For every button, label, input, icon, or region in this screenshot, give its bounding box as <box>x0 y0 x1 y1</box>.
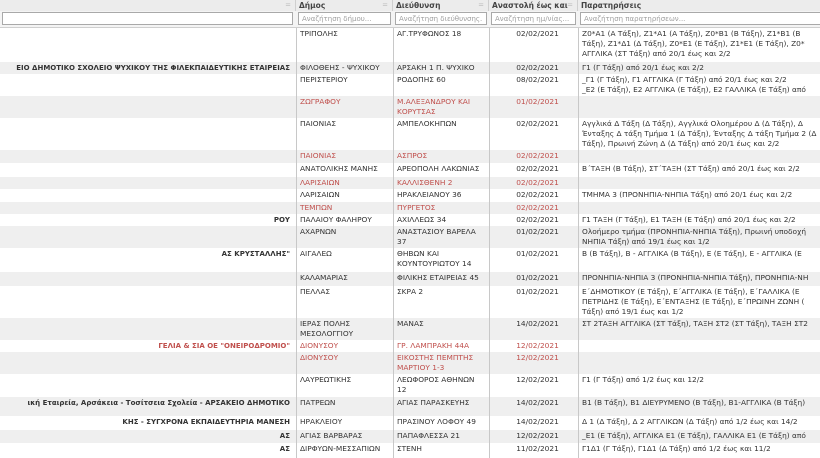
sort-icon[interactable]: = <box>478 1 484 9</box>
school-name: ική Εταιρεία, Αρσάκεια - Τοσίτσεια Σχολεία - ΑΡΣΑΚΕΙΟ ΔΗΜΟΤΙΚΟ <box>27 399 290 407</box>
table-row[interactable] <box>0 272 820 286</box>
notes-line: Γ1 (Γ Τάξη) από 20/1 έως και 2/2 <box>582 63 704 72</box>
suspension-date-cell: 01/02/2021 <box>489 226 578 248</box>
school-name-cell <box>0 340 296 352</box>
dimos-cell: ΠΕΛΛΑΣ <box>296 286 393 318</box>
notes-cell <box>578 177 820 189</box>
notes-line: _Ε2 (Ε Τάξη), Ε2 ΑΓΓΛΙΚΑ (Ε Τάξη), Ε2 ΓΑΛΛΙΚΑ (Ε Τάξη) από <box>582 85 806 94</box>
notes-line: Τάξη), Ζ1*Δ1 (Δ Τάξη), Ζ0*Ε1 (Ε Τάξη), Ζ1*Ε1 (Ε Τάξη), Ζ0* <box>582 39 805 48</box>
address-cell: ΣΤΕΝΗ <box>393 443 489 458</box>
date-filter-input[interactable] <box>491 12 576 25</box>
address-cell: ΛΕΩΦΟΡΟΣ ΑΘΗΝΩΝ 12 <box>393 374 489 397</box>
notes-cell <box>578 189 820 202</box>
school-name-cell <box>0 150 296 163</box>
table-row[interactable] <box>0 374 820 397</box>
dimos-cell: ΠΕΡΙΣΤΕΡΙΟΥ <box>296 74 393 96</box>
school-name-cell <box>0 318 296 340</box>
school-name-cell <box>0 28 296 62</box>
school-name: ΡΟΥ <box>273 216 290 224</box>
address-filter-input[interactable] <box>395 12 487 25</box>
notes-cell <box>578 150 820 163</box>
suspension-date-cell: 12/02/2021 <box>489 352 578 374</box>
school-name-cell <box>0 430 296 443</box>
notes-cell <box>578 226 820 248</box>
dimos-cell: ΗΡΑΚΛΕΙΟΥ <box>296 416 393 430</box>
address-cell: ΑΣΠΡΟΣ <box>393 150 489 163</box>
address-cell: ΕΙΚΟΣΤΗΣ ΠΕΜΠΤΗΣ ΜΑΡΤΙΟΥ 1-3 <box>393 352 489 374</box>
school-name-cell <box>0 443 296 458</box>
notes-cell <box>578 286 820 318</box>
suspension-date-cell: 01/02/2021 <box>489 272 578 286</box>
dimos-cell: ΑΓΙΑΣ ΒΑΡΒΑΡΑΣ <box>296 430 393 443</box>
suspension-date-cell: 12/02/2021 <box>489 340 578 352</box>
school-name-cell <box>0 74 296 96</box>
table-row[interactable] <box>0 318 820 340</box>
notes-cell <box>578 248 820 272</box>
address-cell: ΣΚΡΑ 2 <box>393 286 489 318</box>
sort-icon[interactable]: = <box>382 1 388 9</box>
notes-line: ΝΗΠΙΑ Τάξη) από 19/1 έως και 1/2 <box>582 237 710 246</box>
suspension-date-cell: 14/02/2021 <box>489 416 578 430</box>
notes-line: ΠΕΤΡΙΔΗΣ (Ε Τάξη), Ε΄ΕΝΤΑΞΗΣ (Ε Τάξη), Ε΄ΠΡΩΙΝΗ ΖΩΝΗ ( <box>582 297 805 306</box>
table-row[interactable] <box>0 397 820 416</box>
notes-line: _Γ1 (Γ Τάξη), Γ1 ΑΓΓΛΙΚΑ (Γ Τάξη) από 20/1 έως και 2/2 <box>582 75 787 84</box>
school-name-cell <box>0 177 296 189</box>
name-filter-input[interactable] <box>2 12 293 25</box>
column-header-dimos[interactable]: Δήμος = <box>296 0 393 11</box>
notes-line: Β (Β Τάξη), Β - ΑΓΓΛΙΚΑ (Β Τάξη), Ε (Ε Τάξη), Ε - ΑΓΓΛΙΚΑ (Ε <box>582 249 802 258</box>
address-cell: ΜΑΝΑΣ <box>393 318 489 340</box>
notes-line: Ζ0*Α1 (Α Τάξη), Ζ1*Α1 (Α Τάξη), Ζ0*Β1 (Β Τάξη), Ζ1*Β1 (Β <box>582 29 801 38</box>
notes-line: Ε΄ΔΗΜΟΤΙΚΟΥ (Ε Τάξη), Ε΄ΑΓΓΛΙΚΑ (Ε Τάξη), Ε΄ΓΑΛΛΙΚΑ (Ε <box>582 287 800 296</box>
notes-cell <box>578 74 820 96</box>
column-header-date[interactable]: Αναστολή έως και = <box>489 0 578 11</box>
suspension-date-cell: 02/02/2021 <box>489 62 578 74</box>
address-cell: ΑΜΠΕΛΟΚΗΠΩΝ <box>393 118 489 150</box>
suspension-date-cell: 02/02/2021 <box>489 202 578 214</box>
school-name-cell <box>0 352 296 374</box>
address-cell: ΑΡΕΟΠΟΛΗ ΛΑΚΩΝΙΑΣ <box>393 163 489 177</box>
suspension-date-cell: 02/02/2021 <box>489 214 578 226</box>
school-name: ΕΙΟ ΔΗΜΟΤΙΚΟ ΣΧΟΛΕΙΟ ΨΥΧΙΚΟΥ ΤΗΣ ΦΙΛΕΚΠΑΙΔΕΥΤΙΚΗΣ ΕΤΑΙΡΕΙΑΣ <box>16 64 290 72</box>
sort-icon[interactable]: = <box>285 1 291 9</box>
school-name: ΑΣ <box>279 445 290 453</box>
sort-icon[interactable]: = <box>567 1 573 9</box>
table-row[interactable] <box>0 352 820 374</box>
dimos-cell: ΤΡΙΠΟΛΗΣ <box>296 28 393 62</box>
address-cell: ΦΙΛΙΚΗΣ ΕΤΑΙΡΕΙΑΣ 45 <box>393 272 489 286</box>
address-cell: ΚΑΛΛΙΣΘΕΝΗ 2 <box>393 177 489 189</box>
school-name-cell <box>0 62 296 74</box>
notes-line: Δ 1 (Δ Τάξη), Δ 2 ΑΓΓΛΙΚΩΝ (Δ Τάξη) από 1/2 έως και 14/2 <box>582 417 798 426</box>
dimos-cell: ΛΑΡΙΣΑΙΩΝ <box>296 177 393 189</box>
table-row[interactable] <box>0 74 820 96</box>
address-cell: ΑΝΑΣΤΑΣΙΟΥ ΒΑΡΕΛΑ 37 <box>393 226 489 248</box>
suspension-date-cell: 02/02/2021 <box>489 150 578 163</box>
school-name-cell <box>0 202 296 214</box>
school-name-cell <box>0 226 296 248</box>
table-row[interactable] <box>0 150 820 163</box>
school-name-cell <box>0 397 296 416</box>
notes-line: ΠΡΟΝΗΠΙΑ-ΝΗΠΙΑ 3 (ΠΡΟΝΗΠΙΑ-ΝΗΠΙΑ Τάξη), ΠΡΟΝΗΠΙΑ-ΝΗ <box>582 273 809 282</box>
address-cell: Μ.ΑΛΕΞΑΝΔΡΟΥ ΚΑΙ ΚΟΡΥΤΣΑΣ <box>393 96 489 118</box>
notes-line: Γ1 (Γ Τάξη) από 1/2 έως και 12/2 <box>582 375 704 384</box>
notes-line: ΑΓΓΛΙΚΑ (ΣΤ Τάξη) από 20/1 έως και 2/2 <box>582 49 731 58</box>
address-cell: ΠΑΠΑΦΛΕΣΣΑ 21 <box>393 430 489 443</box>
suspension-date-cell: 02/02/2021 <box>489 163 578 177</box>
school-name-cell <box>0 189 296 202</box>
suspension-date-cell: 14/02/2021 <box>489 318 578 340</box>
school-name-cell <box>0 272 296 286</box>
suspension-date-cell: 02/02/2021 <box>489 189 578 202</box>
dimos-filter-input[interactable] <box>298 12 391 25</box>
notes-line: Β1 (Β Τάξη), Β1 ΔΙΕΥΡΥΜΕΝΟ (Β Τάξη), Β1-ΑΓΓΛΙΚΑ (Β Τάξη) <box>582 398 806 407</box>
table-row[interactable] <box>0 340 820 352</box>
notes-cell <box>578 28 820 62</box>
notes-cell <box>578 443 820 458</box>
notes-line: Αγγλικά Δ Τάξη (Δ Τάξη), Αγγλικά Ολοημέρου Δ (Δ Τάξη), Δ <box>582 119 803 128</box>
dimos-cell: ΖΩΓΡΑΦΟΥ <box>296 96 393 118</box>
address-cell: ΗΡΑΚΛΕΙΑΝΟΥ 36 <box>393 189 489 202</box>
notes-cell <box>578 340 820 352</box>
suspension-date-cell: 14/02/2021 <box>489 397 578 416</box>
dimos-cell: ΑΝΑΤΟΛΙΚΗΣ ΜΑΝΗΣ <box>296 163 393 177</box>
school-name: ΓΕΛΙΑ & ΣΙΑ ΟΕ "ΟΝΕΙΡΟΔΡΟΜΙΟ" <box>158 342 290 350</box>
notes-cell <box>578 374 820 397</box>
address-cell: ΠΥΡΓΕΤΟΣ <box>393 202 489 214</box>
address-cell: ΠΡΑΣΙΝΟΥ ΛΟΦΟΥ 49 <box>393 416 489 430</box>
address-cell: ΑΓ.ΤΡΥΦΩΝΟΣ 18 <box>393 28 489 62</box>
table-row[interactable] <box>0 202 820 214</box>
notes-line: Β΄ΤΑΞΗ (Β Τάξη), ΣΤ΄ΤΑΞΗ (ΣΤ Τάξη) από 20/1 έως και 2/2 <box>582 164 800 173</box>
school-name-cell <box>0 118 296 150</box>
column-header-notes[interactable]: Παρατηρήσεις <box>581 1 642 10</box>
table-row[interactable] <box>0 443 820 458</box>
suspension-date-cell: 01/02/2021 <box>489 248 578 272</box>
address-cell: ΘΗΒΩΝ ΚΑΙ ΚΟΥΝΤΟΥΡΙΩΤΟΥ 14 <box>393 248 489 272</box>
notes-cell <box>578 62 820 74</box>
school-name-cell <box>0 374 296 397</box>
suspension-date-cell: 08/02/2021 <box>489 74 578 96</box>
notes-line: Τάξη) από 19/1 έως και 1/2 <box>582 307 684 316</box>
table-row[interactable] <box>0 177 820 189</box>
suspension-date-cell: 02/02/2021 <box>489 28 578 62</box>
suspension-date-cell: 02/02/2021 <box>489 177 578 189</box>
dimos-cell: ΔΙΡΦΥΩΝ-ΜΕΣΣΑΠΙΩΝ <box>296 443 393 458</box>
address-cell: ΑΡΣΑΚΗ 1 Π. ΨΥΧΙΚΟ <box>393 62 489 74</box>
school-name-cell <box>0 163 296 177</box>
table-row[interactable] <box>0 28 820 62</box>
dimos-cell: ΔΙΟΝΥΣΟΥ <box>296 340 393 352</box>
notes-line: ΤΜΗΜΑ 3 (ΠΡΟΝΗΠΙΑ-ΝΗΠΙΑ Τάξη) από 20/1 έως και 2/2 <box>582 190 793 199</box>
dimos-cell: ΚΑΛΑΜΑΡΙΑΣ <box>296 272 393 286</box>
school-name: ΑΣ ΚΡΥΣΤΑΛΛΗΣ" <box>221 250 290 258</box>
table-row[interactable] <box>0 163 820 177</box>
table-row[interactable] <box>0 286 820 318</box>
dimos-cell: ΤΕΜΠΩΝ <box>296 202 393 214</box>
address-cell: ΓΡ. ΛΑΜΠΡΑΚΗ 44Α <box>393 340 489 352</box>
school-name-cell <box>0 96 296 118</box>
dimos-cell: ΠΑΙΟΝΙΑΣ <box>296 150 393 163</box>
table-row[interactable] <box>0 62 820 74</box>
address-cell: ΑΧΙΛΛΕΩΣ 34 <box>393 214 489 226</box>
notes-cell <box>578 163 820 177</box>
school-name-cell <box>0 214 296 226</box>
notes-cell <box>578 202 820 214</box>
notes-cell <box>578 272 820 286</box>
school-name-cell <box>0 248 296 272</box>
address-cell: ΡΟΔΟΠΗΣ 60 <box>393 74 489 96</box>
table-row[interactable] <box>0 416 820 430</box>
dimos-cell: ΠΑΙΟΝΙΑΣ <box>296 118 393 150</box>
dimos-cell: ΛΑΡΙΣΑΙΩΝ <box>296 189 393 202</box>
dimos-cell: ΠΑΛΑΙΟΥ ΦΑΛΗΡΟΥ <box>296 214 393 226</box>
notes-line: ΣΤ 2ΤΑΞΗ ΑΓΓΛΙΚΑ (ΣΤ Τάξη), ΤΑΞΗ ΣΤ2 (ΣΤ Τάξη), ΤΑΞΗ ΣΤ2 <box>582 319 808 328</box>
notes-line: Τάξη), Πρωινή Ζώνη Δ (Δ Τάξη) από 20/1 έως και 2/2 <box>582 139 780 148</box>
table-row[interactable] <box>0 214 820 226</box>
notes-cell <box>578 96 820 118</box>
notes-line: _Ε1 (Ε Τάξη), ΑΓΓΛΙΚΑ Ε1 (Ε Τάξη), ΓΑΛΛΙΚΑ Ε1 (Ε Τάξη) από <box>582 431 806 440</box>
suspension-date-cell: 12/02/2021 <box>489 430 578 443</box>
dimos-cell: ΑΧΑΡΝΩΝ <box>296 226 393 248</box>
address-cell: ΑΓΙΑΣ ΠΑΡΑΣΚΕΥΗΣ <box>393 397 489 416</box>
dimos-cell: ΛΑΥΡΕΩΤΙΚΗΣ <box>296 374 393 397</box>
notes-line: Ολοήμερο τμήμα (ΠΡΟΝΗΠΙΑ-ΝΗΠΙΑ Τάξη), Πρωινή υποδοχή <box>582 227 807 236</box>
column-header-name[interactable] <box>0 0 296 11</box>
table-row[interactable] <box>0 189 820 202</box>
filter-row <box>0 11 820 28</box>
table-row[interactable] <box>0 226 820 248</box>
table-row[interactable] <box>0 430 820 443</box>
school-name-cell <box>0 416 296 430</box>
school-name: ΑΣ <box>279 432 290 440</box>
suspension-date-cell: 01/02/2021 <box>489 286 578 318</box>
dimos-cell: ΑΙΓΑΛΕΩ <box>296 248 393 272</box>
table-row[interactable] <box>0 248 820 272</box>
notes-filter-input[interactable] <box>580 12 820 25</box>
suspension-date-cell: 11/02/2021 <box>489 443 578 458</box>
suspension-date-cell: 01/02/2021 <box>489 96 578 118</box>
school-name: ΚΗΣ - ΣΥΓΧΡΟΝΑ ΕΚΠΑΙΔΕΥΤΗΡΙΑ ΜΑΝΕΣΗ <box>122 418 290 426</box>
notes-cell <box>578 118 820 150</box>
school-name-cell <box>0 286 296 318</box>
suspension-date-cell: 12/02/2021 <box>489 374 578 397</box>
suspension-date-cell: 02/02/2021 <box>489 118 578 150</box>
notes-line: Γ1Δ1 (Γ Τάξη), Γ1Δ1 (Δ Τάξη) από 1/2 έως και 11/2 <box>582 444 771 453</box>
notes-line: Ένταξης Δ τάξη Τμήμα 1 (Δ Τάξη), Ένταξης Δ τάξη Τμήμα 2 (Δ <box>582 129 817 138</box>
dimos-cell: ΙΕΡΑΣ ΠΟΛΗΣ ΜΕΣΟΛΟΓΓΙΟΥ <box>296 318 393 340</box>
notes-cell <box>578 352 820 374</box>
notes-cell <box>578 416 820 430</box>
notes-cell <box>578 430 820 443</box>
table-row[interactable] <box>0 118 820 150</box>
table-row[interactable] <box>0 96 820 118</box>
column-header-address[interactable]: Διεύθυνση = <box>393 0 489 11</box>
dimos-cell: ΔΙΟΝΥΣΟΥ <box>296 352 393 374</box>
notes-cell <box>578 214 820 226</box>
dimos-cell: ΦΙΛΟΘΕΗΣ - ΨΥΧΙΚΟΥ <box>296 62 393 74</box>
notes-line: Γ1 ΤΑΞΗ (Γ Τάξη), Ε1 ΤΑΞΗ (Ε Τάξη) από 20/1 έως και 2/2 <box>582 215 796 224</box>
notes-cell <box>578 397 820 416</box>
dimos-cell: ΠΑΤΡΕΩΝ <box>296 397 393 416</box>
notes-cell <box>578 318 820 340</box>
